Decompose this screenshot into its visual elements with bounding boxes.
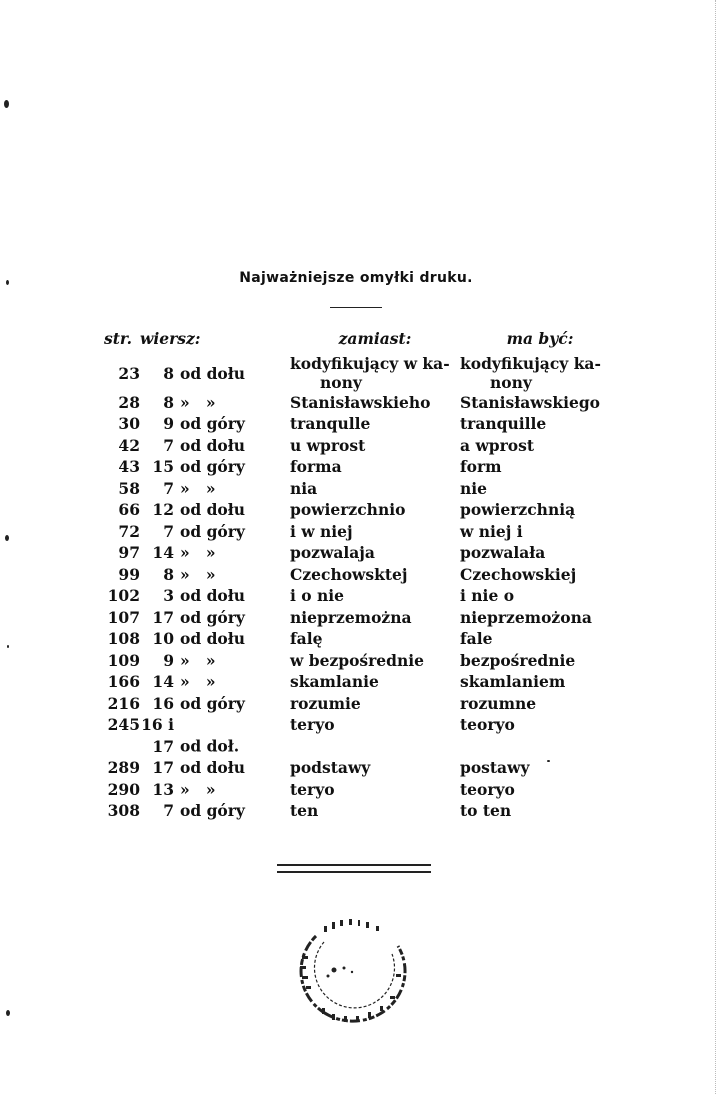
- cell-wiersz: [140, 435, 290, 457]
- table-row: [96, 499, 620, 521]
- wrong-text: falę: [290, 629, 323, 648]
- table-row: [96, 521, 620, 543]
- line-position: od góry: [180, 414, 245, 433]
- page-number: 166: [107, 672, 140, 691]
- page-speck: [6, 1010, 10, 1016]
- line-number: 17: [152, 758, 174, 777]
- correct-text: pozwalała: [460, 543, 546, 562]
- table-row: [96, 542, 620, 564]
- correct-text: bezpośrednie: [460, 650, 576, 670]
- line-number: 7: [163, 478, 174, 498]
- cell-ma-byc: [460, 499, 620, 521]
- line-position: » »: [180, 672, 216, 691]
- cell-wiersz: [140, 456, 290, 478]
- cell-str: [96, 499, 140, 521]
- page-number: 58: [118, 478, 140, 498]
- page-number: 30: [118, 414, 140, 433]
- cell-str: [96, 800, 140, 822]
- cell-wiersz: [140, 779, 290, 801]
- wrong-text: i o nie: [290, 586, 345, 605]
- table-row: [96, 650, 620, 672]
- correct-text: Czechowskiej: [460, 564, 577, 584]
- correct-text: teoryo: [460, 715, 515, 734]
- line-number: 14: [152, 543, 174, 562]
- table-row: [96, 628, 620, 650]
- cell-str: [96, 354, 140, 392]
- correct-text: w niej i: [460, 521, 523, 541]
- cell-ma-byc: [460, 354, 620, 392]
- table-row: [96, 456, 620, 478]
- cell-zamiast: [290, 521, 460, 543]
- cell-zamiast: [290, 607, 460, 629]
- correct-text: to ten: [460, 801, 512, 820]
- cell-str: [96, 521, 140, 543]
- errata-table: [96, 328, 620, 822]
- closing-double-rule: [277, 864, 431, 873]
- cell-wiersz: [140, 478, 290, 500]
- cell-zamiast: [290, 392, 460, 414]
- page-number: 216: [107, 693, 140, 713]
- cell-str: [96, 585, 140, 607]
- cell-ma-byc: [460, 607, 620, 629]
- cell-wiersz: [140, 499, 290, 521]
- cell-wiersz: [140, 757, 290, 779]
- header-ma-byc: ma być:: [506, 329, 574, 348]
- line-position: » »: [180, 564, 216, 584]
- page-edge: [715, 0, 720, 1094]
- line-position: » »: [180, 543, 216, 562]
- cell-ma-byc: [460, 478, 620, 500]
- cell-ma-byc: [460, 693, 620, 715]
- cell-ma-byc: [460, 564, 620, 586]
- line-number: 7: [163, 521, 174, 541]
- cell-str: [96, 607, 140, 629]
- correct-text: a wprost: [460, 435, 535, 455]
- page-title: Najważniejsze omyłki druku.: [239, 270, 473, 286]
- cell-wiersz: [140, 714, 290, 757]
- wrong-text: Stanisławskieho: [290, 392, 431, 412]
- table-row: [96, 757, 620, 779]
- table-row: [96, 671, 620, 693]
- line-position: od dołu: [180, 435, 245, 455]
- header-zamiast: zamiast:: [338, 329, 412, 348]
- page-number: 99: [118, 564, 140, 584]
- wrong-text: powierzchnio: [290, 500, 406, 519]
- cell-ma-byc: [460, 779, 620, 801]
- line-position: od dołu: [180, 500, 245, 519]
- correct-text: form: [460, 457, 502, 476]
- cell-wiersz: [140, 392, 290, 414]
- cell-zamiast: [290, 800, 460, 822]
- cell-zamiast: [290, 757, 460, 779]
- correct-text: Stanisławskiego: [460, 392, 601, 412]
- wrong-text: Czechowsktej: [290, 564, 408, 584]
- line-position: » »: [180, 392, 216, 412]
- line-number: 9: [163, 414, 174, 433]
- page-number: 109: [107, 650, 140, 670]
- line-number: 7: [163, 801, 174, 820]
- correct-text: teoryo: [460, 779, 515, 799]
- page-number: 107: [107, 607, 140, 627]
- line-position: od dołu: [180, 363, 245, 383]
- page-number: 72: [118, 521, 140, 541]
- wrong-text: ten: [290, 801, 319, 820]
- cell-str: [96, 671, 140, 693]
- line-number: 8: [163, 564, 174, 584]
- table-row: [96, 354, 620, 392]
- cell-wiersz: [140, 800, 290, 822]
- correct-text: kodyfikujący ka-: [460, 353, 601, 373]
- line-number: 12: [152, 500, 174, 519]
- cell-zamiast: [290, 478, 460, 500]
- wrong-text: u wprost: [290, 435, 366, 455]
- page-speck: [5, 535, 9, 541]
- correct-text: nie: [460, 478, 488, 498]
- cell-str: [96, 779, 140, 801]
- wrong-text: skamlanie: [290, 672, 379, 691]
- correct-text: powierzchnią: [460, 500, 576, 519]
- line-position: » »: [180, 478, 216, 498]
- cell-zamiast: [290, 650, 460, 672]
- cell-ma-byc: [460, 392, 620, 414]
- table-row: [96, 714, 620, 757]
- correct-text: i nie o: [460, 586, 515, 605]
- cell-ma-byc: [460, 435, 620, 457]
- cell-zamiast: [290, 354, 460, 392]
- correct-text-continued: nony: [490, 372, 532, 392]
- cell-str: [96, 413, 140, 435]
- line-position: » »: [180, 650, 216, 670]
- cell-str: [96, 564, 140, 586]
- wrong-text: nieprzemożna: [290, 607, 412, 627]
- line-position: od góry: [180, 801, 245, 820]
- line-number: 3: [163, 586, 174, 605]
- cell-str: [96, 478, 140, 500]
- cell-ma-byc: [460, 456, 620, 478]
- cell-str: [96, 392, 140, 414]
- wrong-text: nia: [290, 478, 318, 498]
- correct-text: skamlaniem: [460, 672, 566, 691]
- cell-zamiast: [290, 671, 460, 693]
- cell-wiersz: [140, 650, 290, 672]
- cell-ma-byc: [460, 714, 620, 757]
- cell-wiersz: [140, 693, 290, 715]
- table-row: [96, 779, 620, 801]
- table-row: [96, 693, 620, 715]
- cell-str: [96, 435, 140, 457]
- cell-zamiast: [290, 564, 460, 586]
- wrong-text-continued: nony: [320, 372, 362, 392]
- line-number: 8: [163, 363, 174, 383]
- cell-zamiast: [290, 456, 460, 478]
- cell-str: [96, 650, 140, 672]
- line-number: 10: [152, 629, 174, 648]
- line-number: 8: [163, 392, 174, 412]
- table-row: [96, 392, 620, 414]
- cell-wiersz: [140, 607, 290, 629]
- cell-str: [96, 757, 140, 779]
- page-number: 290: [107, 779, 140, 799]
- page-number: 102: [107, 586, 140, 605]
- wrong-text: pozwalaja: [290, 543, 375, 562]
- title-underline: [330, 307, 382, 308]
- correct-text: nieprzemożona: [460, 607, 592, 627]
- line-position: od góry: [180, 457, 245, 476]
- cell-zamiast: [290, 714, 460, 757]
- wrong-text: kodyfikujący w ka-: [290, 353, 450, 373]
- page-speck: [547, 760, 550, 762]
- line-number: 7: [163, 435, 174, 455]
- cell-ma-byc: [460, 585, 620, 607]
- wrong-text: i w niej: [290, 521, 353, 541]
- cell-wiersz: [140, 628, 290, 650]
- page-number: 66: [118, 500, 140, 519]
- cell-str: [96, 714, 140, 757]
- line-position: od góry: [180, 521, 245, 541]
- cell-wiersz: [140, 521, 290, 543]
- page-number: 23: [118, 363, 140, 383]
- line-number: 16: [152, 693, 174, 713]
- cell-ma-byc: [460, 757, 620, 779]
- cell-ma-byc: [460, 521, 620, 543]
- cell-zamiast: [290, 413, 460, 435]
- line-number: 15: [152, 457, 174, 476]
- cell-zamiast: [290, 779, 460, 801]
- cell-wiersz: [140, 354, 290, 392]
- cell-wiersz: [140, 671, 290, 693]
- table-header-row: [96, 328, 620, 354]
- table-row: [96, 435, 620, 457]
- cell-str: [96, 456, 140, 478]
- cell-zamiast: [290, 542, 460, 564]
- line-position: od doł.: [180, 736, 240, 756]
- cell-str: [96, 693, 140, 715]
- cell-ma-byc: [460, 650, 620, 672]
- line-position: od góry: [180, 693, 245, 713]
- cell-str: [96, 542, 140, 564]
- page-speck: [7, 645, 9, 648]
- cell-wiersz: [140, 542, 290, 564]
- table-row: [96, 478, 620, 500]
- line-position: » »: [180, 779, 216, 799]
- cell-ma-byc: [460, 800, 620, 822]
- correct-text: postawy: [460, 758, 530, 777]
- line-number: 17: [152, 607, 174, 627]
- library-stamp: [294, 912, 412, 1030]
- page-number: 97: [118, 543, 140, 562]
- table-row: [96, 413, 620, 435]
- line-position: od dołu: [180, 758, 245, 777]
- line-position: od góry: [180, 607, 245, 627]
- table-row: [96, 585, 620, 607]
- page-speck: [4, 100, 9, 108]
- page-number: 308: [107, 801, 140, 820]
- correct-text: fale: [460, 629, 493, 648]
- cell-zamiast: [290, 585, 460, 607]
- line-position: od dołu: [180, 586, 245, 605]
- line-position: od dołu: [180, 629, 245, 648]
- cell-wiersz: [140, 413, 290, 435]
- page-number: 245: [107, 715, 140, 734]
- table-row: [96, 564, 620, 586]
- wrong-text: teryo: [290, 715, 335, 734]
- wrong-text: rozumie: [290, 693, 361, 713]
- line-number: 9: [163, 650, 174, 670]
- page-number: 108: [107, 629, 140, 648]
- correct-text: rozumne: [460, 693, 537, 713]
- line-number: 14: [152, 672, 174, 691]
- cell-ma-byc: [460, 628, 620, 650]
- correct-text: tranquille: [460, 414, 547, 433]
- page-number: 28: [118, 392, 140, 412]
- cell-ma-byc: [460, 413, 620, 435]
- page-number: 42: [118, 435, 140, 455]
- wrong-text: teryo: [290, 779, 335, 799]
- header-str: str.: [103, 329, 133, 348]
- cell-zamiast: [290, 693, 460, 715]
- cell-wiersz: [140, 564, 290, 586]
- page-number: 289: [107, 758, 140, 777]
- line-number: 16 i 17: [141, 715, 174, 756]
- page-speck: [6, 280, 9, 285]
- wrong-text: podstawy: [290, 758, 371, 777]
- cell-ma-byc: [460, 671, 620, 693]
- cell-str: [96, 628, 140, 650]
- page-number: 43: [118, 457, 140, 476]
- cell-zamiast: [290, 628, 460, 650]
- table-row: [96, 800, 620, 822]
- wrong-text: w bezpośrednie: [290, 650, 425, 670]
- cell-wiersz: [140, 585, 290, 607]
- wrong-text: forma: [290, 457, 342, 476]
- line-number: 13: [152, 779, 174, 799]
- wrong-text: tranqulle: [290, 414, 371, 433]
- header-wiersz: wiersz:: [140, 329, 201, 348]
- table-row: [96, 607, 620, 629]
- cell-zamiast: [290, 499, 460, 521]
- cell-zamiast: [290, 435, 460, 457]
- cell-ma-byc: [460, 542, 620, 564]
